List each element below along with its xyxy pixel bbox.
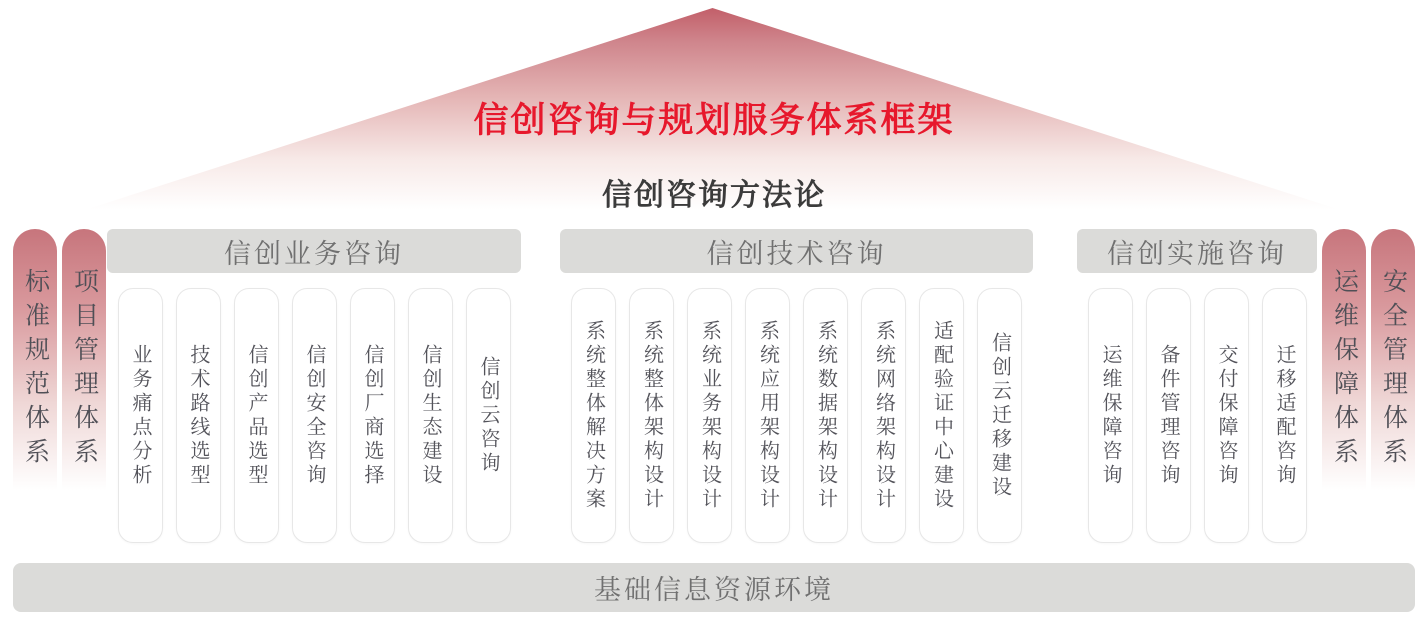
service-card xyxy=(292,288,337,543)
service-card-label: 信创安全咨询 xyxy=(303,343,325,488)
service-card-label: 信创厂商选择 xyxy=(361,343,383,488)
service-card-label: 系统业务架构设计 xyxy=(698,319,721,512)
pillar-label: 标准规范体系 xyxy=(21,267,50,472)
pillar-project-management xyxy=(62,229,106,510)
service-card-label: 信创云咨询 xyxy=(477,355,499,476)
cards-business xyxy=(107,288,521,543)
cards-technology xyxy=(560,288,1033,543)
pillar-label: 项目管理体系 xyxy=(70,267,99,472)
diagram-title: 信创咨询与规划服务体系框架 xyxy=(473,101,955,140)
service-card-label: 系统整体解决方案 xyxy=(582,319,605,512)
service-card xyxy=(1088,288,1133,543)
service-card xyxy=(745,288,790,543)
methodology-title: 信创咨询方法论 xyxy=(602,179,826,212)
service-card xyxy=(176,288,221,543)
service-card-label: 系统数据架构设计 xyxy=(814,319,837,512)
pillar-standards xyxy=(13,229,57,510)
service-card xyxy=(1146,288,1191,543)
service-card xyxy=(118,288,163,543)
service-card xyxy=(466,288,511,543)
service-card xyxy=(571,288,616,543)
pillar-label: 运维保障体系 xyxy=(1330,267,1359,472)
service-card xyxy=(977,288,1022,543)
section-header-business: 信创业务咨询 xyxy=(107,229,521,273)
service-card xyxy=(919,288,964,543)
service-card xyxy=(234,288,279,543)
section-header-technology: 信创技术咨询 xyxy=(560,229,1033,273)
section-header-implementation: 信创实施咨询 xyxy=(1077,229,1317,273)
service-card-label: 技术路线选型 xyxy=(187,343,209,488)
service-card xyxy=(1204,288,1249,543)
service-card-label: 信创生态建设 xyxy=(419,343,441,488)
service-card-label: 交付保障咨询 xyxy=(1215,343,1237,488)
service-card-label: 系统整体架构设计 xyxy=(640,319,663,512)
service-card-label: 备件管理咨询 xyxy=(1157,343,1179,488)
service-card xyxy=(408,288,453,543)
service-card-label: 业务痛点分析 xyxy=(129,343,151,488)
pillar-security xyxy=(1371,229,1415,510)
cards-implementation xyxy=(1077,288,1317,543)
pillar-operations xyxy=(1322,229,1366,510)
service-card xyxy=(350,288,395,543)
service-card-label: 适配验证中心建设 xyxy=(930,319,953,512)
service-card xyxy=(1262,288,1307,543)
service-card-label: 系统网络架构设计 xyxy=(872,319,895,512)
service-card xyxy=(687,288,732,543)
foundation-bar: 基础信息资源环境 xyxy=(13,563,1415,612)
service-card xyxy=(861,288,906,543)
service-card xyxy=(803,288,848,543)
service-card-label: 运维保障咨询 xyxy=(1099,343,1121,488)
service-card-label: 信创云迁移建设 xyxy=(988,331,1011,500)
pillar-label: 安全管理体系 xyxy=(1379,267,1408,472)
service-card xyxy=(629,288,674,543)
service-card-label: 信创产品选型 xyxy=(245,343,267,488)
service-card-label: 迁移适配咨询 xyxy=(1273,343,1295,488)
service-card-label: 系统应用架构设计 xyxy=(756,319,779,512)
